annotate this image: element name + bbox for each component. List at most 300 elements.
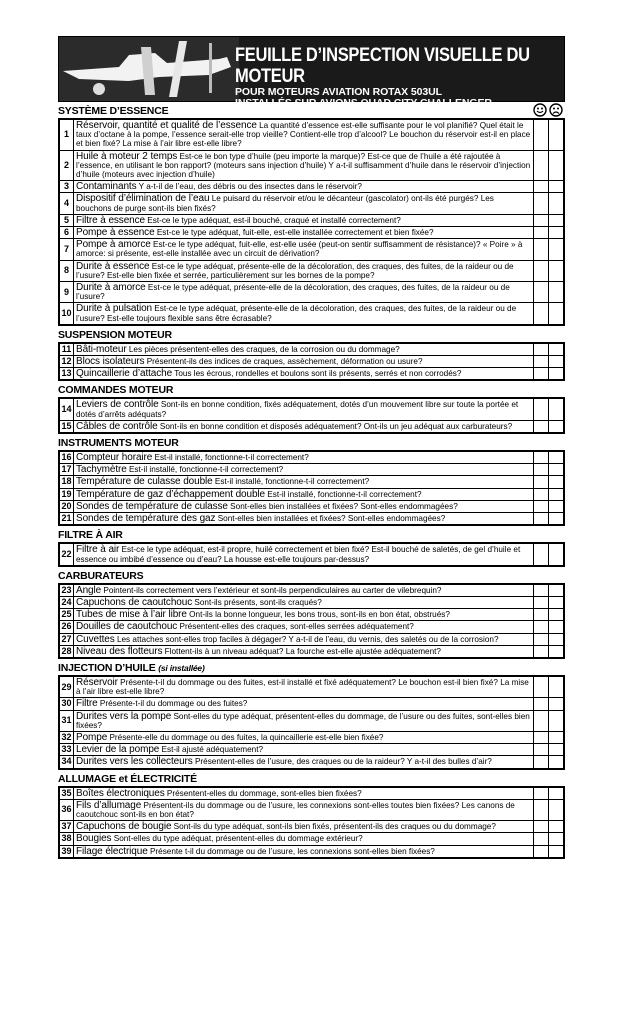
section-note: (si installée) <box>158 662 205 673</box>
section-title <box>58 528 565 542</box>
defect-checkbox[interactable] <box>549 744 565 756</box>
item-text <box>74 214 534 226</box>
checklist-row <box>59 260 564 281</box>
defect-checkbox[interactable] <box>549 420 565 433</box>
item-number: 26 <box>59 621 74 633</box>
ok-checkbox[interactable] <box>534 500 549 512</box>
checklist-table <box>58 342 565 382</box>
defect-checkbox[interactable] <box>549 821 565 833</box>
item-label: Tachymètre <box>76 464 127 476</box>
item-number: 5 <box>59 214 74 226</box>
item-text <box>74 845 534 858</box>
ok-checkbox[interactable] <box>534 282 549 303</box>
item-description: Les attaches sont-elles trop faciles à dégager? Y a-t-il de l’eau, du vernis, des saletés ou de la corrosion? <box>114 634 499 644</box>
item-description: Présentent-elles des craques, sont-elles serrées adéquatement? <box>177 622 414 632</box>
item-text <box>74 787 534 800</box>
item-number: 22 <box>59 543 74 565</box>
item-text <box>74 676 534 698</box>
defect-checkbox[interactable] <box>549 633 565 645</box>
item-label: Durite à amorce <box>76 282 146 294</box>
section-title <box>58 436 565 450</box>
item-text <box>74 488 534 500</box>
defect-checkbox[interactable] <box>549 181 565 193</box>
checklist-row <box>59 756 564 769</box>
ok-checkbox[interactable] <box>534 239 549 260</box>
item-description: Le puisard du réservoir et/ou le décanteur (gascolator) ont-ils été purgés? Les bouchons de purge sont-ils bien fixés? <box>76 194 494 213</box>
defect-checkbox[interactable] <box>549 698 565 710</box>
item-text <box>74 227 534 239</box>
ok-checkbox[interactable] <box>534 744 549 756</box>
checklist-row <box>59 744 564 756</box>
item-description: Est-il installé, fonctionne-t-il correctement? <box>265 489 422 499</box>
item-number: 36 <box>59 799 74 820</box>
defect-checkbox[interactable] <box>549 227 565 239</box>
checklist-row <box>59 513 564 526</box>
ok-checkbox[interactable] <box>534 833 549 845</box>
ok-checkbox[interactable] <box>534 676 549 698</box>
defect-checkbox[interactable] <box>549 260 565 281</box>
item-description: La quantité d’essence est-elle suffisante pour le vol planifié? Quel était le taux d’octane à la pompe, l’essence serait-elle trop vieille? Contient-elle trop d’alcool? Le bouchon du réservoir est-il en place et bien fixé? La mise à l’air libre est-elle libre? <box>76 121 531 149</box>
item-label: Douilles de caoutchouc <box>76 621 178 633</box>
checklist-row <box>59 787 564 800</box>
item-number: 31 <box>59 710 74 731</box>
item-label: Réservoir, quantité et qualité de l’essence <box>76 120 257 131</box>
defect-checkbox[interactable] <box>549 451 565 464</box>
checklist-row <box>59 633 564 645</box>
item-number: 2 <box>59 150 74 181</box>
section-title-text: INSTRUMENTS MOTEUR <box>58 437 179 450</box>
defect-checkbox[interactable] <box>549 731 565 743</box>
ok-checkbox[interactable] <box>534 303 549 325</box>
ok-checkbox[interactable] <box>534 260 549 281</box>
item-text <box>74 596 534 608</box>
checklist-table <box>58 397 565 434</box>
item-number: 10 <box>59 303 74 325</box>
ok-checkbox[interactable] <box>534 787 549 800</box>
ok-checkbox[interactable] <box>534 227 549 239</box>
section-title-text: COMMANDES MOTEUR <box>58 384 174 397</box>
checklist-row <box>59 451 564 464</box>
item-description: Présentent-elles du dommage, sont-elles bien fixées? <box>164 788 362 798</box>
checklist-table <box>58 675 565 770</box>
item-label: Filage électrique <box>76 845 148 857</box>
item-number: 8 <box>59 260 74 281</box>
item-text <box>74 698 534 710</box>
checklist-row <box>59 227 564 239</box>
item-description: Est-il installé, fonctionne-t-il correctement? <box>212 477 370 487</box>
frown-face-icon <box>549 103 563 117</box>
checklist-row <box>59 368 564 381</box>
item-text <box>74 710 534 731</box>
ok-checkbox[interactable] <box>534 214 549 226</box>
ok-checkbox[interactable] <box>534 488 549 500</box>
item-label: Pompe à amorce <box>76 239 151 251</box>
checklist-row <box>59 710 564 731</box>
item-text <box>74 621 534 633</box>
item-text <box>74 609 534 621</box>
defect-checkbox[interactable] <box>549 398 565 420</box>
item-description: Est-il installé, fonctionne-t-il correctement? <box>152 453 309 463</box>
checklist-table <box>58 786 565 859</box>
item-label: Bâti-moteur <box>76 343 127 355</box>
defect-checkbox[interactable] <box>549 596 565 608</box>
item-text <box>74 744 534 756</box>
header-banner <box>58 36 565 109</box>
item-text <box>74 543 534 565</box>
defect-checkbox[interactable] <box>549 543 565 565</box>
item-description: Est-ce le type adéquat, fuit-elle, est-elle usée (peut-on sentir suffisamment de résistance)? « Poire » à amorce: si présente, est-elle installée avec un circuit de dérivation? <box>76 240 523 259</box>
item-description: Est-ce le type adéquat, présente-elle de la décoloration, des craques, des fuites, de la raideur ou de l’usure? <box>76 283 510 302</box>
item-label: Quincaillerie d’attache <box>76 368 173 380</box>
item-label: Filtre à essence <box>76 214 145 226</box>
item-label: Levier de la pompe <box>76 744 160 756</box>
ok-checkbox[interactable] <box>534 398 549 420</box>
inspection-sheet <box>58 36 565 859</box>
item-label: Compteur horaire <box>76 452 153 464</box>
checklist-row <box>59 239 564 260</box>
section-title-text: CARBURATEURS <box>58 569 144 582</box>
ok-checkbox[interactable] <box>534 193 549 214</box>
ok-checkbox[interactable] <box>534 513 549 526</box>
ok-checkbox[interactable] <box>534 356 549 368</box>
item-description: Les pièces présentent-elles des craques, de la corrosion ou du dommage? <box>126 344 400 354</box>
checklist-row <box>59 214 564 226</box>
item-label: Câbles de contrôle <box>76 420 158 432</box>
ok-checkbox[interactable] <box>534 609 549 621</box>
item-description: Ont-ils la bonne longueur, les bons trous, sont-ils en bon état, obstrués? <box>186 610 450 620</box>
item-label: Température de gaz d’échappement double <box>76 488 266 500</box>
ok-checkbox[interactable] <box>534 584 549 597</box>
section-title <box>58 328 565 342</box>
section-title-text: INJECTION D’HUILE <box>58 661 156 674</box>
defect-checkbox[interactable] <box>549 464 565 476</box>
item-number: 17 <box>59 464 74 476</box>
ok-checkbox[interactable] <box>534 476 549 488</box>
item-number: 27 <box>59 633 74 645</box>
item-description: Tous les écrous, rondelles et boulons sont ils présents, serrés et non corrodés? <box>172 369 462 379</box>
ok-checkbox[interactable] <box>534 420 549 433</box>
checklist-row <box>59 356 564 368</box>
defect-checkbox[interactable] <box>549 303 565 325</box>
ok-checkbox[interactable] <box>534 543 549 565</box>
item-text <box>74 398 534 420</box>
item-number: 25 <box>59 609 74 621</box>
item-label: Boîtes électroniques <box>76 787 165 799</box>
checklist-row <box>59 488 564 500</box>
item-number: 33 <box>59 744 74 756</box>
item-text <box>74 633 534 645</box>
checklist-row <box>59 621 564 633</box>
item-description: Est-il ajusté adéquatement? <box>159 745 264 755</box>
item-label: Sondes de température de culasse <box>76 500 228 512</box>
checklist-row <box>59 584 564 597</box>
item-text <box>74 756 534 769</box>
smiley-face-icon <box>533 103 547 117</box>
item-number: 38 <box>59 833 74 845</box>
item-description: Présente-t-il du dommage ou des fuites? <box>97 699 248 709</box>
defect-checkbox[interactable] <box>549 833 565 845</box>
item-text <box>74 303 534 325</box>
item-description: Présente-t-il du dommage ou des fuites, est-il installé et fixé adéquatement? Le bouchon est-il bien fixé? La mise à l’air libre est-elle libre? <box>76 677 529 697</box>
item-text <box>74 150 534 181</box>
checklist-row <box>59 464 564 476</box>
checklist-row <box>59 303 564 325</box>
item-label: Sondes de température des gaz <box>76 513 216 525</box>
item-text <box>74 584 534 597</box>
checklist-row <box>59 282 564 303</box>
item-text <box>74 181 534 193</box>
item-description: Sont-elles bien installées et fixées? Sont-elles endommagées? <box>215 514 446 524</box>
checklist-row <box>59 193 564 214</box>
section-title <box>58 104 565 118</box>
item-text <box>74 833 534 845</box>
section-title <box>58 383 565 397</box>
item-number: 37 <box>59 821 74 833</box>
checklist-table <box>58 542 565 566</box>
section-title-text: ALLUMAGE et ÉLECTRICITÉ <box>58 772 197 785</box>
item-description: Est-il installé, fonctionne-t-il correctement? <box>126 465 284 475</box>
item-description: Sont-ils présents, sont-ils craqués? <box>192 597 322 607</box>
ok-checkbox[interactable] <box>534 698 549 710</box>
ok-checkbox[interactable] <box>534 756 549 769</box>
item-text <box>74 260 534 281</box>
defect-checkbox[interactable] <box>549 799 565 820</box>
ok-checkbox[interactable] <box>534 731 549 743</box>
item-number: 39 <box>59 845 74 858</box>
checklist-row <box>59 398 564 420</box>
item-number: 24 <box>59 596 74 608</box>
item-text <box>74 476 534 488</box>
item-description: Présentent-ils des indices de craques, assèchement, déformation ou usure? <box>144 357 423 367</box>
ok-checkbox[interactable] <box>534 621 549 633</box>
defect-checkbox[interactable] <box>549 368 565 381</box>
item-text <box>74 731 534 743</box>
item-number: 19 <box>59 488 74 500</box>
item-number: 1 <box>59 119 74 150</box>
item-text <box>74 500 534 512</box>
item-text <box>74 451 534 464</box>
item-number: 15 <box>59 420 74 433</box>
item-text <box>74 356 534 368</box>
item-number: 14 <box>59 398 74 420</box>
item-text <box>74 464 534 476</box>
item-number: 6 <box>59 227 74 239</box>
item-label: Niveau des flotteurs <box>76 645 163 657</box>
item-description: Présente t-il du dommage ou de l’usure, les connexions sont-elles bien fixées? <box>147 846 435 856</box>
item-number: 34 <box>59 756 74 769</box>
section-title <box>58 772 565 786</box>
checklist-row <box>59 476 564 488</box>
sections-container <box>58 104 565 859</box>
defect-checkbox[interactable] <box>549 609 565 621</box>
item-label: Pompe à essence <box>76 227 155 239</box>
checklist-row <box>59 676 564 698</box>
sheet-subtitle-2: INSTALLÉS SUR AVIONS QUAD CITY CHALLENGER <box>235 97 492 109</box>
item-description: Sont-elles du type adéquat, présentent-elles du dommage, de l’usure ou des fuites, sont-elles bien fixées? <box>76 711 530 730</box>
defect-checkbox[interactable] <box>549 710 565 731</box>
item-label: Leviers de contrôle <box>76 399 159 411</box>
ok-checkbox[interactable] <box>534 645 549 658</box>
defect-checkbox[interactable] <box>549 756 565 769</box>
rating-icons <box>533 103 563 117</box>
defect-checkbox[interactable] <box>549 193 565 214</box>
item-description: Est-ce le type adéquat, présente-elle de la décoloration, des craques, des fuites, de la raideur ou de l’usure? Est-elle bien fixée et serrée, particulièrement sur les bornes de la pompe? <box>76 261 514 280</box>
ok-checkbox[interactable] <box>534 150 549 181</box>
item-number: 16 <box>59 451 74 464</box>
item-text <box>74 119 534 150</box>
defect-checkbox[interactable] <box>549 282 565 303</box>
sheet-subtitle-1: POUR MOTEURS AVIATION ROTAX 503UL <box>235 86 442 98</box>
item-number: 20 <box>59 500 74 512</box>
item-label: Tubes de mise à l’air libre <box>76 609 187 621</box>
item-text <box>74 343 534 356</box>
item-number: 30 <box>59 698 74 710</box>
defect-checkbox[interactable] <box>549 500 565 512</box>
item-number: 18 <box>59 476 74 488</box>
item-number: 12 <box>59 356 74 368</box>
item-description: Sont-ils en bonne condition, fixés adéquatement, dotés d’un mouvement libre sur toute la portée et dotés d’arrêts adéquats? <box>76 400 519 419</box>
section-title <box>58 661 565 675</box>
ok-checkbox[interactable] <box>534 451 549 464</box>
item-label: Durites vers les collecteurs <box>76 756 193 768</box>
item-label: Pompe <box>76 731 108 743</box>
item-text <box>74 368 534 381</box>
checklist-row <box>59 150 564 181</box>
item-description: Est-ce le type adéquat, fuit-elle, est-elle installée correctement et bien fixée? <box>154 228 434 238</box>
checklist-row <box>59 596 564 608</box>
item-description: Sont-ils en bonne condition et disposés adéquatement? Ont-ils un jeu adéquat aux carburateurs? <box>157 421 513 431</box>
item-number: 32 <box>59 731 74 743</box>
item-label: Filtre à air <box>76 544 120 556</box>
item-text <box>74 239 534 260</box>
checklist-row <box>59 543 564 565</box>
defect-checkbox[interactable] <box>549 356 565 368</box>
item-number: 29 <box>59 676 74 698</box>
item-text <box>74 420 534 433</box>
item-description: Pointent-ils correctement vers l’extérieur et sont-ils perpendiculaires au carter de vilebrequin? <box>101 585 442 595</box>
item-label: Angle <box>76 584 102 596</box>
ok-checkbox[interactable] <box>534 464 549 476</box>
defect-checkbox[interactable] <box>549 845 565 858</box>
item-text <box>74 821 534 833</box>
item-text <box>74 799 534 820</box>
item-text <box>74 193 534 214</box>
ok-checkbox[interactable] <box>534 821 549 833</box>
item-label: Cuvettes <box>76 633 115 645</box>
defect-checkbox[interactable] <box>549 513 565 526</box>
checklist-row <box>59 181 564 193</box>
item-description: Sont-elles bien installées et fixées? Sont-elles endommagées? <box>227 501 458 511</box>
ok-checkbox[interactable] <box>534 710 549 731</box>
section-title-text: SUSPENSION MOTEUR <box>58 328 172 341</box>
checklist-row <box>59 731 564 743</box>
defect-checkbox[interactable] <box>549 150 565 181</box>
item-number: 7 <box>59 239 74 260</box>
item-number: 35 <box>59 787 74 800</box>
ok-checkbox[interactable] <box>534 343 549 356</box>
defect-checkbox[interactable] <box>549 645 565 658</box>
item-label: Huile à moteur 2 temps <box>76 150 178 162</box>
checklist-row <box>59 119 564 150</box>
section-title-text: FILTRE À AIR <box>58 529 123 542</box>
item-description: Flottent-ils à un niveau adéquat? La fourche est-elle ajustée adéquatement? <box>162 646 441 656</box>
ok-checkbox[interactable] <box>534 596 549 608</box>
item-label: Dispositif d’élimination de l’eau <box>76 193 210 205</box>
item-label: Réservoir <box>76 676 118 688</box>
defect-checkbox[interactable] <box>549 584 565 597</box>
item-label: Capuchons de caoutchouc <box>76 596 193 608</box>
checklist-row <box>59 799 564 820</box>
ok-checkbox[interactable] <box>534 181 549 193</box>
defect-checkbox[interactable] <box>549 239 565 260</box>
checklist-row <box>59 821 564 833</box>
ok-checkbox[interactable] <box>534 119 549 150</box>
ok-checkbox[interactable] <box>534 368 549 381</box>
item-label: Durites vers la pompe <box>76 710 172 722</box>
ok-checkbox[interactable] <box>534 799 549 820</box>
checklist-row <box>59 833 564 845</box>
item-label: Filtre <box>76 698 98 710</box>
item-label: Bougies <box>76 833 112 845</box>
item-number: 13 <box>59 368 74 381</box>
checklist-row <box>59 420 564 433</box>
item-number: 21 <box>59 513 74 526</box>
defect-checkbox[interactable] <box>549 621 565 633</box>
item-description: Est-ce le bon type d’huile (peu importe la marque)? Est-ce que de l’huile a été rajoutée à l’essence, en utilisant le bon rapport? (moteurs sans injection d’huile) Y a-t-il suffisamment d’huile dans le réservoir d’injection d’huile (moteurs avec injection d’huile) <box>76 151 531 180</box>
item-number: 28 <box>59 645 74 658</box>
item-label: Fils d’allumage <box>76 799 142 811</box>
item-number: 4 <box>59 193 74 214</box>
ok-checkbox[interactable] <box>534 633 549 645</box>
defect-checkbox[interactable] <box>549 214 565 226</box>
item-number: 9 <box>59 282 74 303</box>
defect-checkbox[interactable] <box>549 787 565 800</box>
item-label: Température de culasse double <box>76 476 213 488</box>
item-description: Présentent-ils du dommage ou de l’usure, les connexions sont-elles toutes bien fixées? Les canons de caoutchouc sont-ils en bon état? <box>76 800 515 819</box>
item-label: Durite à essence <box>76 260 150 272</box>
checklist-row <box>59 609 564 621</box>
checklist-table <box>58 450 565 526</box>
item-label: Contaminants <box>76 181 137 193</box>
checklist-table <box>58 583 565 659</box>
item-text <box>74 513 534 526</box>
item-description: Sont-elles du type adéquat, présentent-elles du dommage extérieur? <box>111 834 363 844</box>
checklist-row <box>59 698 564 710</box>
checklist-row <box>59 343 564 356</box>
defect-checkbox[interactable] <box>549 119 565 150</box>
checklist-row <box>59 645 564 658</box>
defect-checkbox[interactable] <box>549 476 565 488</box>
item-label: Durite à pulsation <box>76 303 153 315</box>
item-description: Présentent-elles de l’usure, des craques ou de la raideur? Y a-t-il des bulles d’air? <box>192 757 492 767</box>
item-description: Est-ce le type adéquat, est-il bouché, craqué et installé correctement? <box>145 215 401 225</box>
section-title-text: SYSTÈME D’ESSENCE <box>58 105 169 117</box>
ok-checkbox[interactable] <box>534 845 549 858</box>
item-number: 11 <box>59 343 74 356</box>
item-number: 3 <box>59 181 74 193</box>
checklist-table <box>58 118 565 326</box>
defect-checkbox[interactable] <box>549 488 565 500</box>
defect-checkbox[interactable] <box>549 343 565 356</box>
sheet-title: FEUILLE D’INSPECTION VISUELLE DU MOTEUR <box>235 45 530 87</box>
item-description: Y a-t-il de l’eau, des débris ou des insectes dans le réservoir? <box>136 182 362 192</box>
checklist-row <box>59 845 564 858</box>
item-description: Est-ce le type adéquat, est-il propre, huilé correctement et bien fixé? Est-il bouché de saletés, de gel d’huile et essence ou imbibé d’essence ou d’eau? La housse est-elle toujours par-dessus? <box>76 545 521 564</box>
item-description: Est-ce le type adéquat, présente-elle de la décoloration, des craques, des fuites, de la raideur ou de l’usure? Est-elle toujours flexible sans être écrasable? <box>76 304 517 323</box>
item-description: Sont-ils du type adéquat, sont-ils bien fixés, présentent-ils des craques ou du dommage? <box>171 822 496 832</box>
checklist-row <box>59 500 564 512</box>
defect-checkbox[interactable] <box>549 676 565 698</box>
